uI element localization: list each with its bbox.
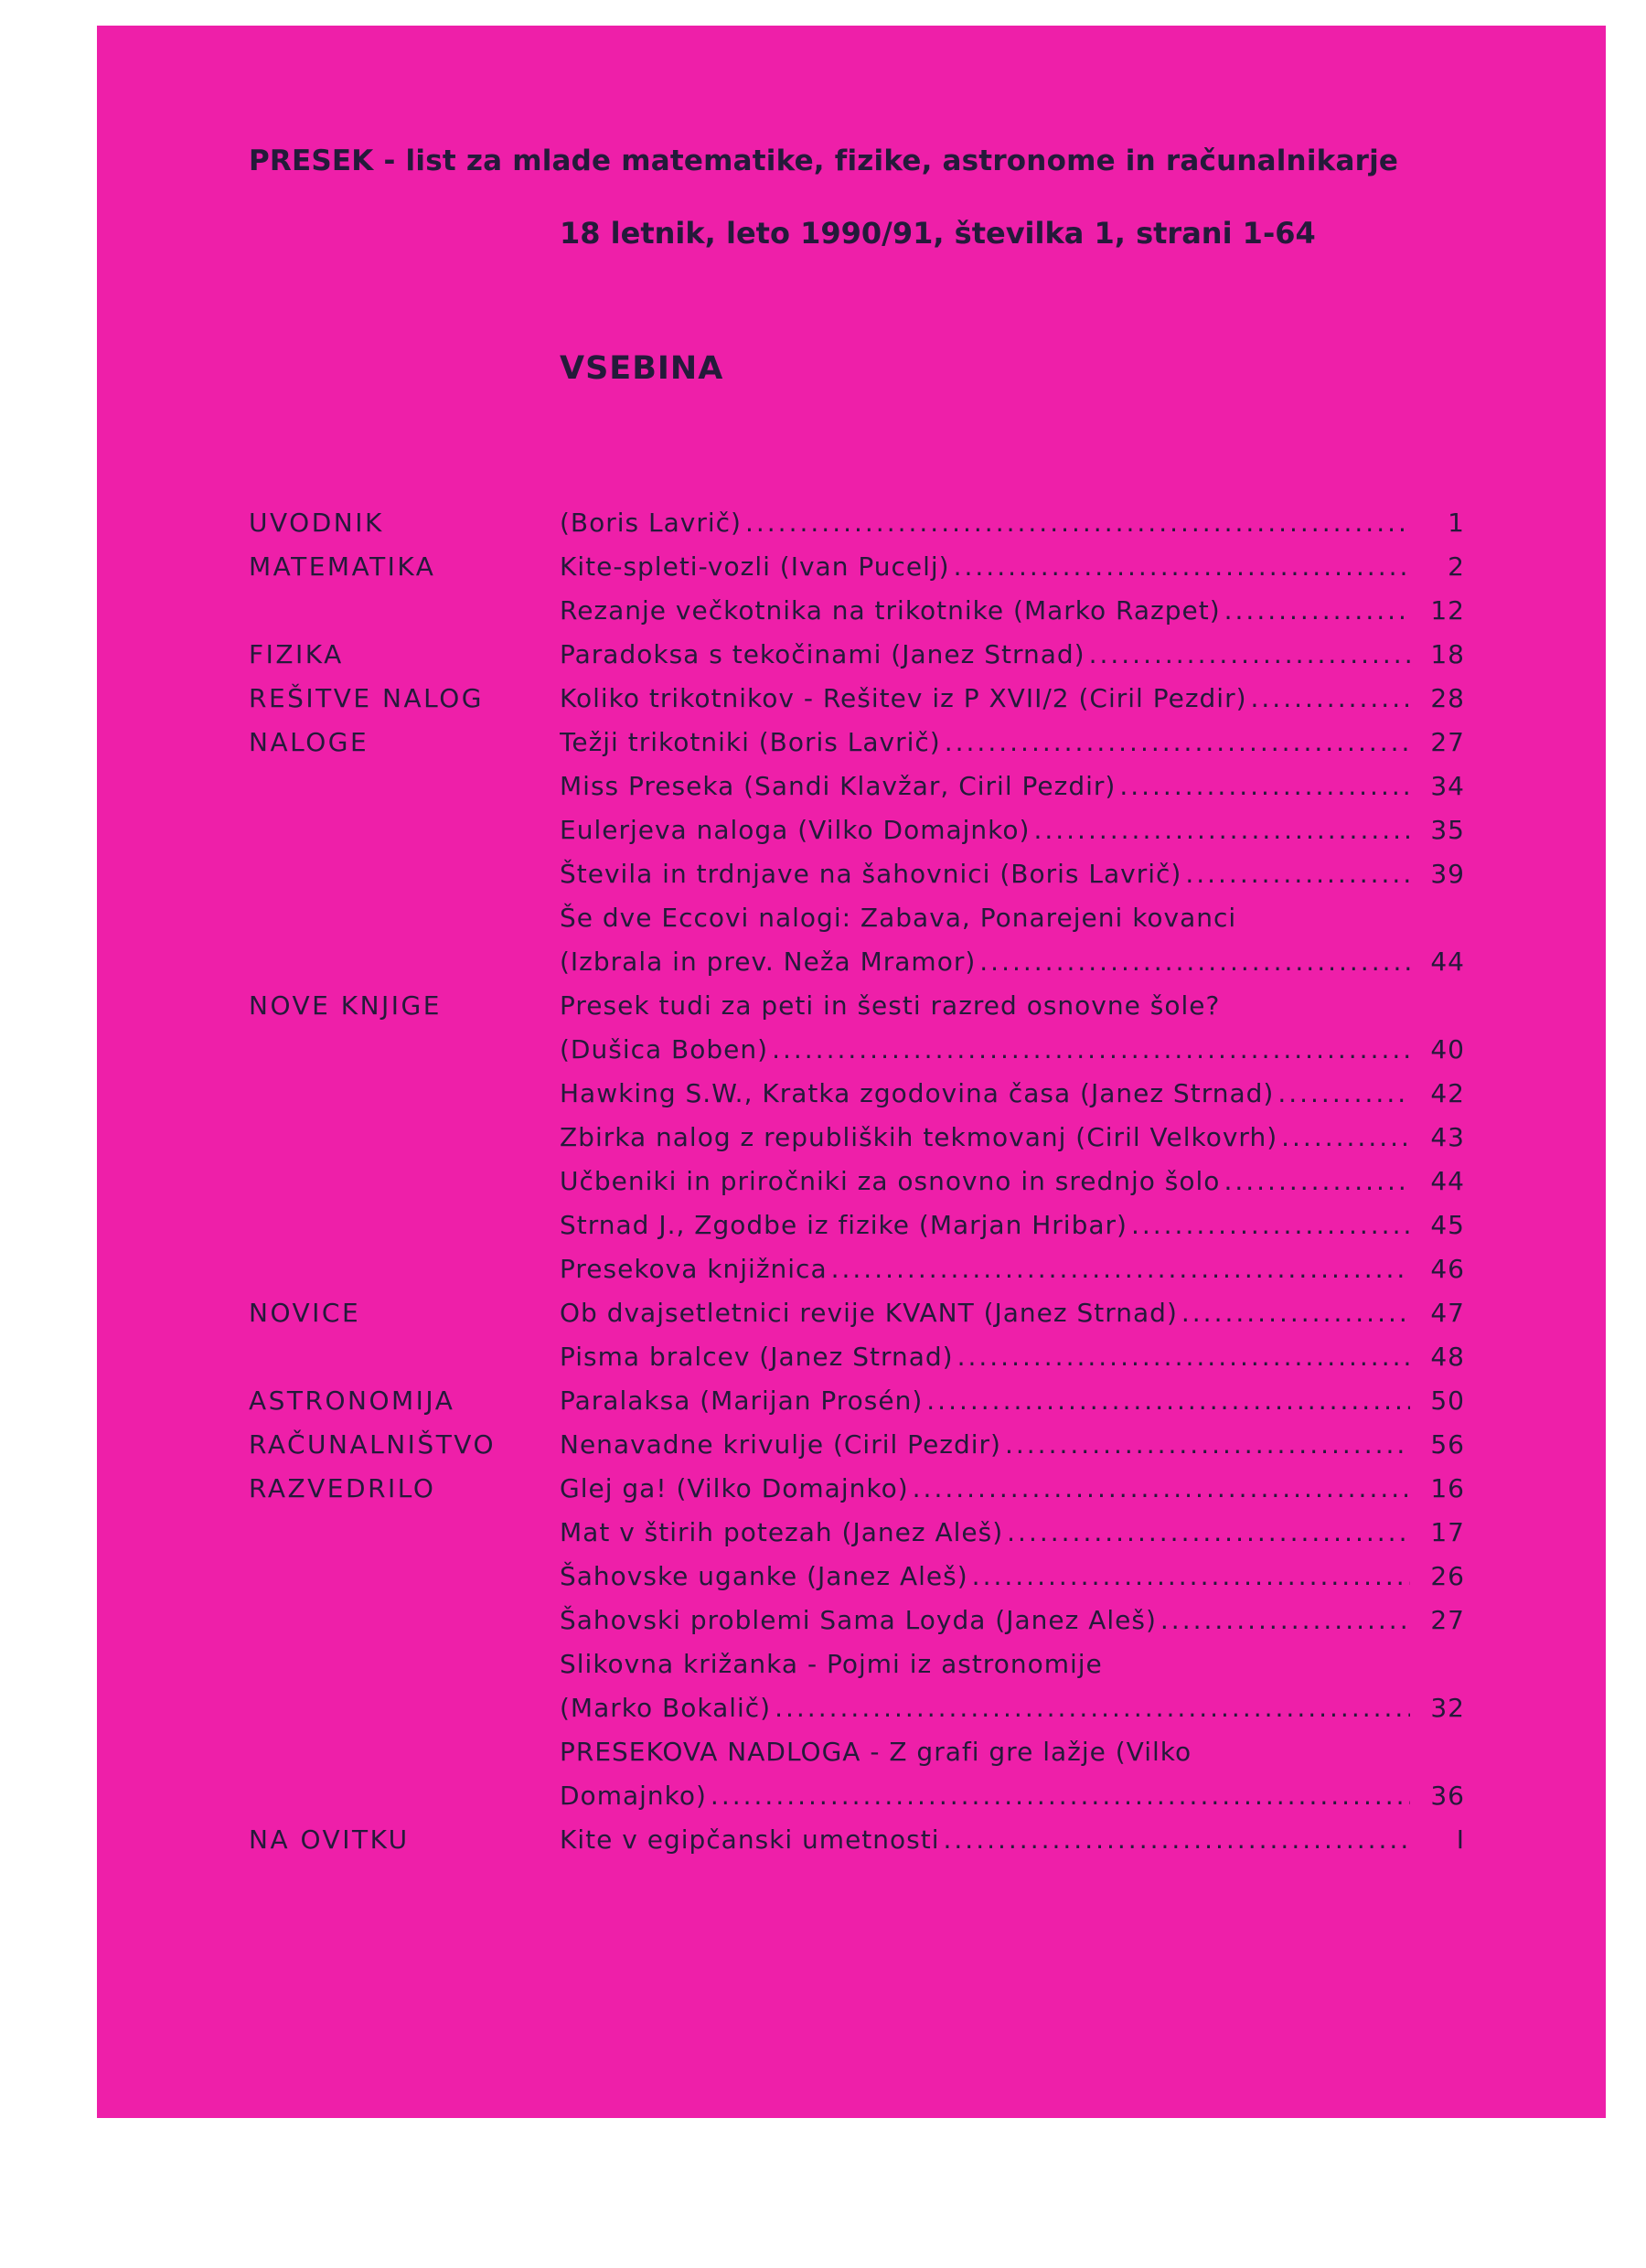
toc-entry-text: Kite-spleti-vozli (Ivan Pucelj) — [560, 551, 950, 582]
toc-page-number: 50 — [1430, 1385, 1465, 1416]
toc-section — [249, 1811, 1465, 1855]
leader-dots — [954, 551, 1410, 582]
leader-dots — [1281, 1122, 1410, 1152]
toc-category: NOVICE — [249, 1298, 361, 1328]
toc-section — [249, 538, 1465, 626]
toc-row — [249, 1152, 1465, 1196]
leader-dots — [1224, 1166, 1410, 1196]
toc-page-number: 35 — [1430, 815, 1465, 845]
toc-entry-text: Ob dvajsetletnici revije KVANT (Janez Strnad) — [560, 1298, 1178, 1328]
toc-entry-text: Slikovna križanka - Pojmi iz astronomije — [560, 1649, 1103, 1679]
toc-page-number: I — [1456, 1824, 1465, 1855]
toc-page-number: 16 — [1430, 1473, 1465, 1503]
toc-entry-title — [560, 1385, 1410, 1416]
toc-category: REŠITVE NALOG — [249, 683, 484, 713]
toc-row — [249, 1503, 1465, 1547]
toc-category: RAZVEDRILO — [249, 1473, 436, 1503]
toc-page-number: 27 — [1430, 1605, 1465, 1635]
toc-row — [249, 669, 1465, 713]
toc-page-number: 42 — [1430, 1078, 1465, 1108]
toc-entry-title — [560, 1693, 1410, 1723]
leader-dots — [1251, 683, 1411, 713]
toc-page-number: 56 — [1430, 1429, 1465, 1460]
toc-entry-text: Domajnko) — [560, 1781, 707, 1811]
toc-category: ASTRONOMIJA — [249, 1385, 455, 1416]
toc-entry-title — [560, 1078, 1410, 1108]
leader-dots — [1131, 1210, 1410, 1240]
contents-heading: VSEBINA — [560, 350, 724, 387]
toc-entry-text: Učbeniki in priročniki za osnovno in srednjo šolo — [560, 1166, 1221, 1196]
toc-entry-title — [560, 1254, 1410, 1284]
toc-entry-text: Hawking S.W., Kratka zgodovina časa (Janez Strnad) — [560, 1078, 1275, 1108]
toc-page-number: 45 — [1430, 1210, 1465, 1240]
toc-entry-text: (Dušica Boben) — [560, 1034, 769, 1064]
toc-entry-title — [560, 1605, 1410, 1635]
toc-row — [249, 1460, 1465, 1503]
toc-entry-text: Števila in trdnjave na šahovnici (Boris Lavrič) — [560, 859, 1182, 889]
toc-row — [249, 1372, 1465, 1416]
toc-row — [249, 889, 1465, 933]
toc-entry-text: Presek tudi za peti in šesti razred osnovne šole? — [560, 990, 1221, 1021]
toc-row — [249, 626, 1465, 669]
leader-dots — [1277, 1078, 1410, 1108]
issue-info: 18 letnik, leto 1990/91, številka 1, strani 1-64 — [560, 216, 1316, 251]
leader-dots — [1005, 1429, 1410, 1460]
toc-entry-title — [560, 1737, 1410, 1767]
toc-section — [249, 1284, 1465, 1372]
leader-dots — [1089, 639, 1410, 669]
toc-entry-title — [560, 1561, 1410, 1591]
masthead-title: PRESEK - list za mlade matematike, fizike, astronome in računalnikarje — [249, 144, 1399, 177]
toc-entry-title — [560, 1517, 1410, 1547]
toc-entry-text: Glej ga! (Vilko Domajnko) — [560, 1473, 909, 1503]
leader-dots — [831, 1254, 1410, 1284]
toc-row — [249, 1064, 1465, 1108]
toc-entry-title — [560, 727, 1410, 757]
toc-row — [249, 1679, 1465, 1723]
toc-entry-title — [560, 903, 1410, 933]
toc-row — [249, 538, 1465, 582]
toc-category: NALOGE — [249, 727, 369, 757]
toc-page-number: 32 — [1430, 1693, 1465, 1723]
toc-row — [249, 494, 1465, 538]
toc-entry-text: Paralaksa (Marijan Prosén) — [560, 1385, 924, 1416]
toc-entry-title — [560, 1473, 1410, 1503]
toc-row — [249, 757, 1465, 801]
toc-entry-title — [560, 771, 1410, 801]
leader-dots — [1160, 1605, 1410, 1635]
leader-dots — [1224, 595, 1410, 626]
toc-entry-text: Pisma bralcev (Janez Strnad) — [560, 1342, 954, 1372]
toc-row — [249, 1767, 1465, 1811]
toc-entry-text: Kite v egipčanski umetnosti — [560, 1824, 940, 1855]
toc-entry-title — [560, 639, 1410, 669]
toc-row — [249, 1240, 1465, 1284]
toc-entry-title — [560, 1210, 1410, 1240]
toc-entry-text: Zbirka nalog z republiških tekmovanj (Ciril Velkovrh) — [560, 1122, 1278, 1152]
toc-entry-text: Koliko trikotnikov - Rešitev iz P XVII/2 (Ciril Pezdir) — [560, 683, 1247, 713]
table-of-contents — [249, 494, 1465, 1855]
toc-row — [249, 1811, 1465, 1855]
toc-entry-title — [560, 1034, 1410, 1064]
toc-entry-title — [560, 595, 1410, 626]
toc-page-number: 39 — [1430, 859, 1465, 889]
toc-entry-text: Težji trikotniki (Boris Lavrič) — [560, 727, 941, 757]
toc-row — [249, 1021, 1465, 1064]
toc-page-number: 44 — [1430, 947, 1465, 977]
toc-row — [249, 1416, 1465, 1460]
toc-entry-text: Eulerjeva naloga (Vilko Domajnko) — [560, 815, 1031, 845]
toc-entry-title — [560, 1122, 1410, 1152]
toc-entry-title — [560, 990, 1410, 1021]
leader-dots — [1181, 1298, 1410, 1328]
toc-page-number: 28 — [1430, 683, 1465, 713]
toc-entry-text: Šahovski problemi Sama Loyda (Janez Aleš) — [560, 1605, 1157, 1635]
toc-entry-title — [560, 508, 1410, 538]
toc-entry-text: (Boris Lavrič) — [560, 508, 742, 538]
toc-page-number: 46 — [1430, 1254, 1465, 1284]
leader-dots — [1007, 1517, 1410, 1547]
toc-section — [249, 1460, 1465, 1811]
toc-section — [249, 626, 1465, 669]
toc-row — [249, 977, 1465, 1021]
toc-entry-title — [560, 1298, 1410, 1328]
leader-dots — [944, 1824, 1411, 1855]
toc-category: RAČUNALNIŠTVO — [249, 1429, 497, 1460]
toc-category: UVODNIK — [249, 508, 384, 538]
toc-entry-text: (Izbrala in prev. Neža Mramor) — [560, 947, 977, 977]
toc-row — [249, 1196, 1465, 1240]
toc-entry-title — [560, 859, 1410, 889]
leader-dots — [745, 508, 1410, 538]
toc-page-number: 27 — [1430, 727, 1465, 757]
toc-entry-title — [560, 1649, 1410, 1679]
toc-page-number: 2 — [1448, 551, 1465, 582]
toc-entry-title — [560, 551, 1410, 582]
toc-row — [249, 933, 1465, 977]
toc-entry-title — [560, 1429, 1410, 1460]
toc-section — [249, 669, 1465, 713]
leader-dots — [772, 1034, 1410, 1064]
toc-entry-title — [560, 1166, 1410, 1196]
toc-entry-text: Miss Preseka (Sandi Klavžar, Ciril Pezdir) — [560, 771, 1117, 801]
toc-row — [249, 1547, 1465, 1591]
toc-section — [249, 494, 1465, 538]
toc-entry-text: Šahovske uganke (Janez Aleš) — [560, 1561, 968, 1591]
toc-entry-text: PRESEKOVA NADLOGA - Z grafi gre lažje (Vilko — [560, 1737, 1192, 1767]
magazine-page — [97, 26, 1606, 2118]
leader-dots — [945, 727, 1410, 757]
toc-row — [249, 582, 1465, 626]
toc-entry-title — [560, 815, 1410, 845]
toc-category: NOVE KNJIGE — [249, 990, 442, 1021]
toc-row — [249, 1108, 1465, 1152]
toc-page-number: 17 — [1430, 1517, 1465, 1547]
leader-dots — [913, 1473, 1410, 1503]
toc-row — [249, 1284, 1465, 1328]
toc-entry-title — [560, 1824, 1410, 1855]
toc-entry-text: (Marko Bokalič) — [560, 1693, 772, 1723]
toc-entry-text: Nenavadne krivulje (Ciril Pezdir) — [560, 1429, 1001, 1460]
toc-entry-title — [560, 1342, 1410, 1372]
toc-entry-text: Še dve Eccovi nalogi: Zabava, Ponarejeni kovanci — [560, 903, 1237, 933]
toc-row — [249, 1723, 1465, 1767]
toc-row — [249, 1591, 1465, 1635]
toc-page-number: 12 — [1430, 595, 1465, 626]
toc-entry-title — [560, 1781, 1410, 1811]
toc-row — [249, 1328, 1465, 1372]
leader-dots — [926, 1385, 1410, 1416]
toc-section — [249, 1372, 1465, 1416]
toc-page-number: 1 — [1448, 508, 1465, 538]
toc-entry-text: Paradoksa s tekočinami (Janez Strnad) — [560, 639, 1085, 669]
toc-page-number: 40 — [1430, 1034, 1465, 1064]
toc-page-number: 43 — [1430, 1122, 1465, 1152]
toc-row — [249, 713, 1465, 757]
toc-row — [249, 1635, 1465, 1679]
toc-category: MATEMATIKA — [249, 551, 436, 582]
toc-page-number: 47 — [1430, 1298, 1465, 1328]
leader-dots — [1119, 771, 1410, 801]
toc-entry-text: Mat v štirih potezah (Janez Aleš) — [560, 1517, 1004, 1547]
leader-dots — [711, 1781, 1410, 1811]
toc-entry-title — [560, 947, 1410, 977]
leader-dots — [957, 1342, 1410, 1372]
leader-dots — [972, 1561, 1410, 1591]
toc-page-number: 44 — [1430, 1166, 1465, 1196]
toc-section — [249, 977, 1465, 1284]
toc-page-number: 18 — [1430, 639, 1465, 669]
leader-dots — [775, 1693, 1410, 1723]
toc-row — [249, 845, 1465, 889]
toc-entry-text: Strnad J., Zgodbe iz fizike (Marjan Hribar) — [560, 1210, 1128, 1240]
leader-dots — [1185, 859, 1410, 889]
leader-dots — [1033, 815, 1410, 845]
toc-row — [249, 801, 1465, 845]
toc-entry-text: Presekova knjižnica — [560, 1254, 828, 1284]
toc-page-number: 26 — [1430, 1561, 1465, 1591]
toc-page-number: 48 — [1430, 1342, 1465, 1372]
toc-page-number: 36 — [1430, 1781, 1465, 1811]
toc-section — [249, 1416, 1465, 1460]
leader-dots — [979, 947, 1410, 977]
toc-page-number: 34 — [1430, 771, 1465, 801]
toc-entry-text: Rezanje večkotnika na trikotnike (Marko Razpet) — [560, 595, 1221, 626]
toc-entry-title — [560, 683, 1410, 713]
toc-section — [249, 713, 1465, 977]
toc-category: FIZIKA — [249, 639, 344, 669]
toc-category: NA OVITKU — [249, 1824, 410, 1855]
